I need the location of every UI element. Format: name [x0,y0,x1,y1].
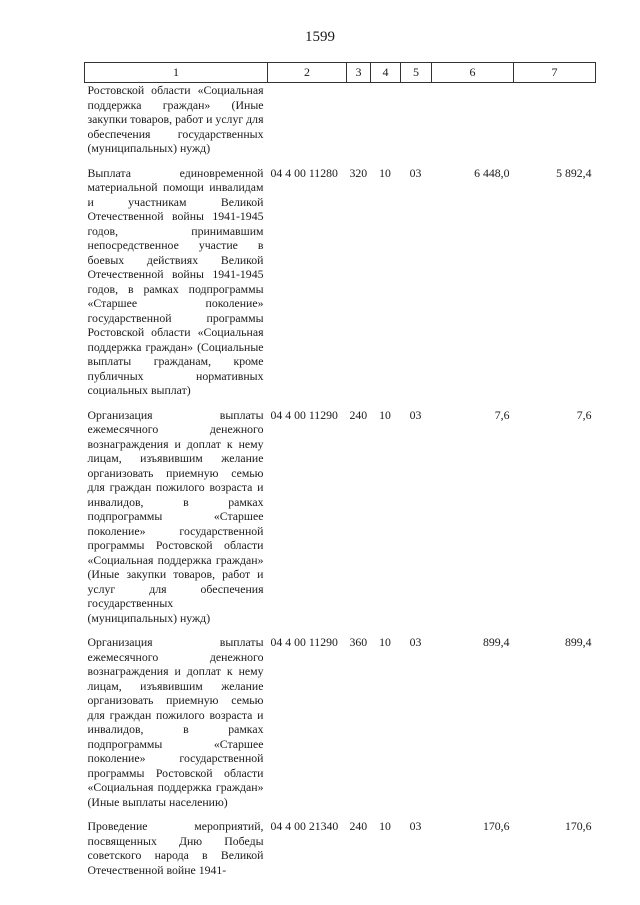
row-vr-code: 240 [349,407,368,422]
row-csr-code: 04 4 00 21340 [270,819,339,833]
row-vr-code: 320 [349,165,368,180]
row-description: Организация выплаты ежемесячного денежного вознаграждения и доплат к нему лицам, изъявившим желание организовать приемную семью для граждан пожилого возраста и инвалидов, в рамках подпрограммы «Старшее поколение» государственной программы Ростовской области «Социальная поддержка граждан» (Иные выплаты населению) [87,635,264,809]
row-amount-1: 899,4 [482,635,510,649]
table-header [85,63,596,83]
table-row [85,408,596,626]
row-section: 10 [379,407,391,422]
row-csr-code: 04 4 00 11280 [270,165,338,180]
header-col-5: 5 [401,63,432,83]
row-vr-code: 360 [349,635,368,649]
table-row [85,819,596,877]
row-subsection: 03 [409,407,422,422]
row-amount-1 [432,83,514,156]
row-description: Организация выплаты ежемесячного денежного вознаграждения и доплат к нему лицам, изъявившим желание организовать приемную семью для граждан пожилого возраста и инвалидов, в рамках подпрограммы «Старшее поколение» государственной программы Ростовской области «Социальная поддержка граждан» (Иные закупки товаров, работ и услуг для обеспечения государственных (муниципальных) нужд) [87,407,264,625]
row-csr-code: 04 4 00 11290 [270,407,338,422]
budget-table [84,62,596,877]
header-col-3: 3 [347,63,371,83]
row-subsection [401,83,432,156]
table-row [85,83,596,156]
header-col-1: 1 [85,63,268,83]
header-col-6: 6 [432,63,514,83]
row-amount-2: 5 892,4 [556,165,592,180]
row-section: 10 [379,819,391,833]
row-description: Выплата единовременной материальной помощи инвалидам и участникам Великой Отечественной войны 1941-1945 годов, принимавшим непосредственное участие в боевых действиях Великой Отечественной войны 1941-1945 годов, в рамках подпрограммы «Старшее поколение» государственной программы Ростовской области «Социальная поддержка граждан» (Социальные выплаты гражданам, кроме публичных нормативных социальных выплат) [87,165,264,397]
row-subsection: 03 [409,165,422,180]
row-amount-1: 6 448,0 [474,165,510,180]
row-description: Проведение мероприятий, посвященных Дню Победы советского народа в Великой Отечественной войне 1941- [87,819,264,877]
row-csr-code: 04 4 00 11290 [270,635,338,649]
row-amount-2: 170,6 [564,819,592,833]
row-amount-1: 7,6 [494,407,510,422]
row-subsection: 03 [409,819,422,833]
row-section [371,83,401,156]
row-csr-code [268,83,347,156]
row-section: 10 [379,165,391,180]
table-row [85,635,596,809]
header-col-7: 7 [514,63,596,83]
row-amount-2: 899,4 [564,635,592,649]
page-number: 1599 [305,29,335,45]
row-section: 10 [379,635,391,649]
header-col-2: 2 [268,63,347,83]
row-vr-code [347,83,371,156]
row-amount-1: 170,6 [482,819,510,833]
table-row [85,166,596,398]
row-amount-2 [514,83,596,156]
row-vr-code: 240 [349,819,368,833]
header-col-4: 4 [371,63,401,83]
row-description: Ростовской области «Социальная поддержка граждан» (Иные закупки товаров, работ и услуг для обеспечения государственных (муниципальных) нужд) [87,83,264,155]
row-amount-2: 7,6 [576,407,592,422]
row-subsection: 03 [409,635,422,649]
